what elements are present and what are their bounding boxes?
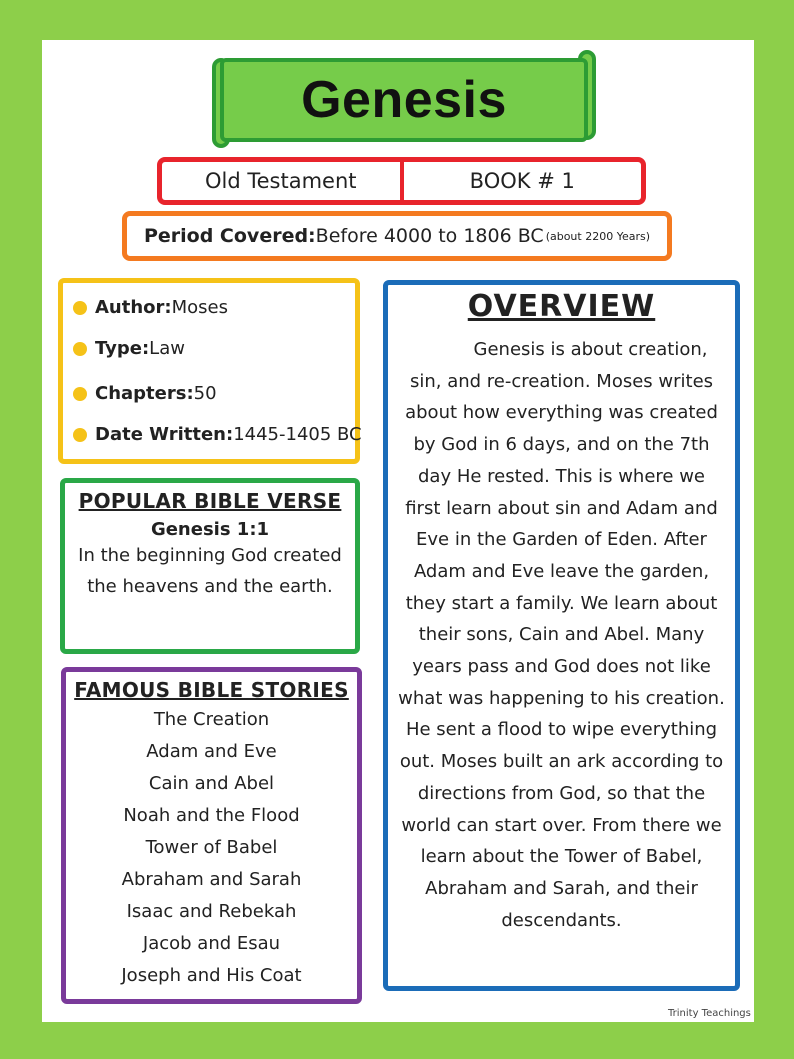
list-item: Cain and Abel — [148, 773, 275, 794]
list-item: Isaac and Rebekah — [126, 901, 297, 922]
list-item: Adam and Eve — [146, 741, 277, 762]
testament-box — [157, 157, 646, 205]
stories-list — [66, 704, 357, 992]
info-value: 50 — [193, 383, 217, 404]
period-note: (about 2200 Years) — [545, 229, 651, 243]
list-item: Tower of Babel — [145, 837, 278, 858]
bullet-icon — [73, 387, 87, 401]
list-item: Noah and the Flood — [123, 805, 300, 826]
testament-label: Old Testament — [204, 169, 357, 193]
bullet-icon — [73, 342, 87, 356]
info-box — [58, 278, 360, 464]
page-title: Genesis — [301, 71, 507, 129]
famous-stories-box — [61, 667, 362, 1004]
verse-reference: Genesis 1:1 — [150, 519, 270, 540]
footer-credit: Trinity Teachings — [668, 1008, 751, 1019]
info-author — [73, 297, 345, 318]
info-key: Author: — [95, 297, 172, 318]
overview-text: Genesis is about creation, sin, and re-creation. Moses writes about how everything was created by God in 6 days, and on the 7th day He rested. This is where we first learn about sin and Adam and Eve in the Garden of Eden. After Adam and Eve leave the garden, they start a family. We learn about their sons, Cain and Abel. Many years pass and God does not like what was happening to his creation. He sent a flood to wipe everything out. Moses built an ark according to directions from God, so that the world can start over. From there we learn about the Tower of Babel, Abraham and Sarah, and their descendants. — [398, 339, 725, 931]
period-box — [122, 211, 672, 261]
info-key: Chapters: — [95, 383, 194, 404]
info-value: Moses — [171, 297, 228, 318]
title-banner — [220, 58, 588, 142]
popular-verse-box — [60, 478, 360, 654]
period-value: Before 4000 to 1806 BC — [315, 225, 544, 247]
verse-text: In the beginning God created the heavens and the earth. — [78, 545, 342, 597]
info-value: Law — [149, 338, 185, 359]
info-value: 1445-1405 BC — [233, 424, 362, 445]
info-type — [73, 338, 345, 359]
info-key: Type: — [95, 338, 150, 359]
bullet-icon — [73, 428, 87, 442]
overview-box — [383, 280, 740, 991]
bullet-icon — [73, 301, 87, 315]
stories-heading: FAMOUS BIBLE STORIES — [74, 678, 349, 702]
list-item: The Creation — [153, 709, 270, 730]
overview-heading: OVERVIEW — [467, 289, 656, 324]
info-key: Date Written: — [95, 424, 234, 445]
list-item: Abraham and Sarah — [121, 869, 302, 890]
period-label: Period Covered: — [143, 225, 316, 247]
info-date-written — [73, 424, 362, 445]
info-chapters — [73, 383, 345, 404]
book-number: BOOK # 1 — [400, 162, 642, 200]
verse-heading: POPULAR BIBLE VERSE — [78, 489, 342, 513]
list-item: Joseph and His Coat — [121, 965, 302, 986]
list-item: Jacob and Esau — [142, 933, 281, 954]
